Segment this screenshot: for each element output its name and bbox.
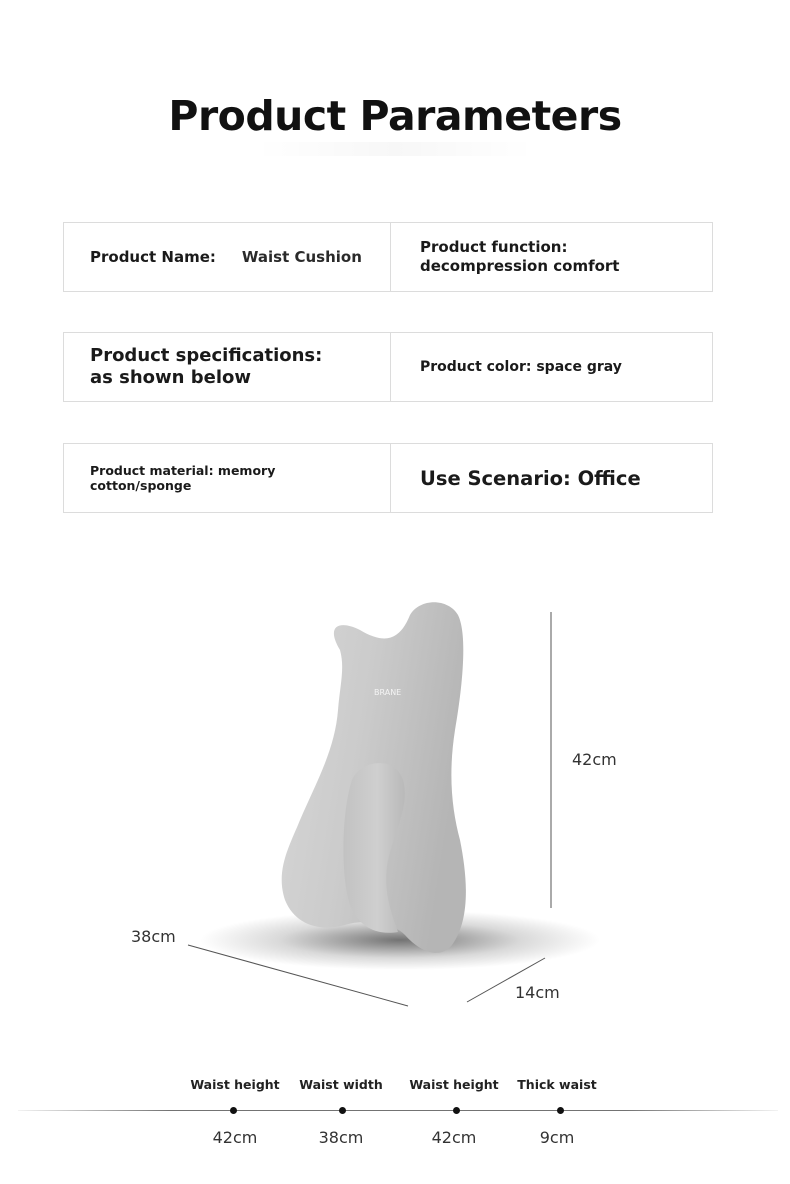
row-divider: [390, 444, 391, 512]
height-dimension-label: 42cm: [572, 750, 617, 769]
product-material-cell: [90, 444, 380, 512]
product-specifications-label: Product specifications:: [90, 345, 323, 366]
product-function-cell: [420, 223, 705, 291]
spec-value: 42cm: [431, 1128, 477, 1147]
product-function-value: decompression comfort: [420, 257, 620, 275]
spec-value: 42cm: [212, 1128, 258, 1147]
spec-label: Thick waist: [517, 1077, 597, 1092]
spec-marker: [230, 1107, 237, 1114]
spec-marker: [453, 1107, 460, 1114]
cushion-illustration: [0, 560, 790, 1030]
product-specifications-value: as shown below: [90, 367, 251, 388]
use-scenario-cell: [420, 444, 705, 512]
spec-label: Waist height: [190, 1077, 280, 1092]
width-dimension-label: 38cm: [131, 927, 176, 946]
spec-label: Waist width: [299, 1077, 383, 1092]
row-divider: [390, 223, 391, 291]
cushion-logo: BRANE: [374, 688, 402, 697]
page-title: Product Parameters: [168, 92, 622, 140]
product-material-text: Product material: memory cotton/sponge: [90, 463, 276, 493]
parameter-row-3: [63, 443, 713, 513]
spec-label: Waist height: [409, 1077, 499, 1092]
spec-axis-line: [18, 1110, 778, 1111]
use-scenario-text: Use Scenario: Office: [420, 466, 641, 490]
parameter-row-1: [63, 222, 713, 292]
spec-value: 38cm: [318, 1128, 364, 1147]
product-name-cell: [90, 223, 380, 291]
subtitle-placeholder: [255, 142, 535, 156]
spec-marker: [557, 1107, 564, 1114]
product-name-label: Product Name:: [90, 247, 216, 266]
product-function-label: Product function:: [420, 238, 568, 256]
depth-dimension-label: 14cm: [515, 983, 560, 1002]
product-specifications-cell: [90, 333, 380, 401]
product-color-cell: [420, 333, 705, 401]
row-divider: [390, 333, 391, 401]
product-name-value: Waist Cushion: [241, 247, 362, 266]
product-color-text: Product color: space gray: [420, 359, 622, 375]
spec-value: 9cm: [539, 1128, 575, 1147]
parameter-row-2: [63, 332, 713, 402]
spec-marker: [339, 1107, 346, 1114]
